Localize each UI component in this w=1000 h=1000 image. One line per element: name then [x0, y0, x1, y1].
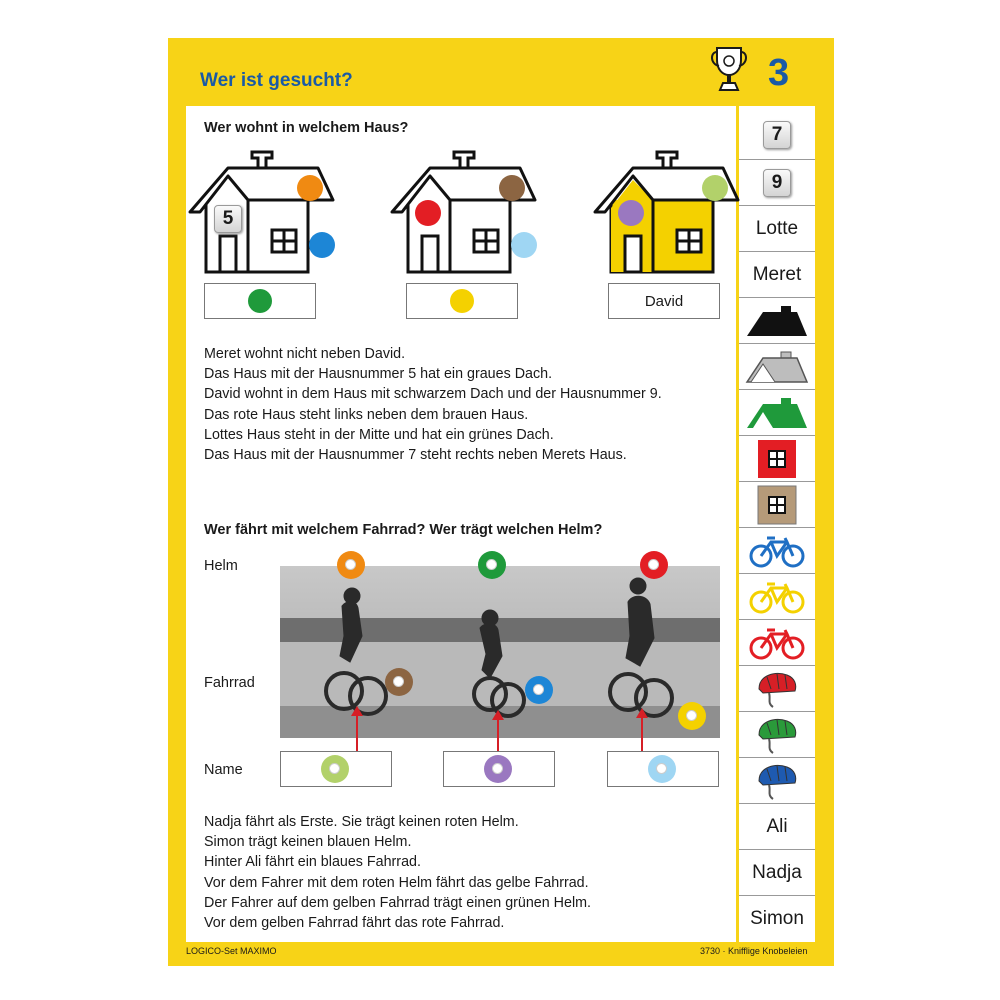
- bike-ring-brown: [385, 668, 413, 696]
- sidebar-tile-blue-bike[interactable]: [739, 528, 815, 574]
- house-2: [390, 150, 540, 280]
- yellow-dot-icon: [450, 289, 474, 313]
- red-house-icon: [757, 439, 797, 479]
- puzzle-number: 3: [768, 52, 790, 94]
- sidebar-tile-7[interactable]: [739, 110, 815, 160]
- bike-ring-yellow: [678, 702, 706, 730]
- sidebar-tile-green-helmet[interactable]: [739, 712, 815, 758]
- sidebar-tile-9[interactable]: [739, 160, 815, 206]
- grey-roof-icon: [745, 350, 809, 384]
- sidebar-tile-ali[interactable]: [739, 804, 815, 850]
- house-number-tile: [214, 205, 242, 233]
- clue: Vor dem Fahrer mit dem roten Helm fährt das gelbe Fahrrad.: [204, 874, 589, 891]
- house-2-name-box[interactable]: [406, 283, 518, 319]
- sidebar-tile-nadja[interactable]: [739, 850, 815, 896]
- clue: Vor dem gelben Fahrrad fährt das rote Fahrrad.: [204, 915, 505, 932]
- section2-title: Wer fährt mit welchem Fahrrad? Wer trägt welchen Helm?: [204, 522, 603, 538]
- sidebar-name: Nadja: [752, 861, 802, 883]
- page-title: Wer ist gesucht?: [200, 70, 353, 91]
- sidebar-tile-red-house[interactable]: [739, 436, 815, 482]
- cyclist-3-name-box[interactable]: [607, 751, 719, 787]
- footer-right: 3730 · Knifflige Knobeleien: [700, 946, 808, 956]
- sidebar-tile-blue-helmet[interactable]: [739, 758, 815, 804]
- name-row-label: Name: [204, 762, 243, 778]
- sidebar-tile-green-roof[interactable]: [739, 390, 815, 436]
- black-roof-icon: [745, 304, 809, 338]
- brown-house-icon: [757, 485, 797, 525]
- section1-clues: [204, 344, 662, 465]
- number-tile: 7: [763, 121, 791, 149]
- sidebar-tile-grey-roof[interactable]: [739, 344, 815, 390]
- arrow-up-icon: [356, 714, 358, 751]
- bike-ring-blue: [525, 676, 553, 704]
- yellow-bike-icon: [749, 580, 805, 614]
- helmet-ring-red: [640, 551, 668, 579]
- cyclist-1-name-box[interactable]: [280, 751, 392, 787]
- section2-clues: [204, 812, 591, 933]
- sidebar-tile-yellow-bike[interactable]: [739, 574, 815, 620]
- blue-bike-icon: [749, 534, 805, 568]
- lime-ring-icon: [321, 755, 349, 783]
- house-3-name: David: [644, 292, 684, 310]
- sidebar-name: Lotte: [755, 217, 799, 239]
- house-number-text: 5: [222, 208, 234, 229]
- clue: Das Haus mit der Hausnummer 7 steht rechts neben Merets Haus.: [204, 447, 627, 464]
- sidebar-tile-lotte[interactable]: [739, 206, 815, 252]
- sidebar-tile-red-bike[interactable]: [739, 620, 815, 666]
- sidebar-tile-brown-house[interactable]: [739, 482, 815, 528]
- section1-title: Wer wohnt in welchem Haus?: [204, 120, 409, 136]
- house-1-name-box[interactable]: [204, 283, 316, 319]
- sidebar-tile-simon[interactable]: [739, 896, 815, 942]
- footer-left: LOGICO-Set MAXIMO: [186, 946, 277, 956]
- helmet-ring-orange: [337, 551, 365, 579]
- clue: Der Fahrer auf dem gelben Fahrrad trägt einen grünen Helm.: [204, 894, 592, 911]
- clue: Das rote Haus steht links neben dem brauen Haus.: [204, 406, 529, 423]
- sidebar-tile-meret[interactable]: [739, 252, 815, 298]
- number-tile: 9: [763, 169, 791, 197]
- arrow-up-icon: [641, 716, 643, 751]
- green-helmet-icon: [755, 715, 799, 755]
- sidebar-tile-black-roof[interactable]: [739, 298, 815, 344]
- house-3: [593, 150, 743, 280]
- sidebar-tile-red-helmet[interactable]: [739, 666, 815, 712]
- cyclist-2-name-box[interactable]: [443, 751, 555, 787]
- trophy-icon: [708, 44, 750, 96]
- sidebar-name: Simon: [750, 908, 804, 929]
- helmet-ring-green: [478, 551, 506, 579]
- clue: David wohnt in dem Haus mit schwarzem Dach und der Hausnummer 9.: [204, 386, 662, 403]
- fahrrad-row-label: Fahrrad: [204, 675, 255, 691]
- clue: Das Haus mit der Hausnummer 5 hat ein graues Dach.: [204, 366, 553, 383]
- purple-ring-icon: [484, 755, 512, 783]
- green-dot-icon: [248, 289, 272, 313]
- blue-helmet-icon: [755, 761, 799, 801]
- clue: Meret wohnt nicht neben David.: [204, 346, 406, 362]
- sidebar-name: Meret: [752, 263, 802, 285]
- light-blue-ring-icon: [648, 755, 676, 783]
- clue: Nadja fährt als Erste. Sie trägt keinen roten Helm.: [204, 814, 519, 830]
- arrow-up-icon: [497, 718, 499, 751]
- green-roof-icon: [745, 396, 809, 430]
- clue: Hinter Ali fährt ein blaues Fahrrad.: [204, 854, 421, 871]
- sidebar-name: Ali: [766, 815, 788, 837]
- house-1: [188, 150, 338, 280]
- red-helmet-icon: [755, 669, 799, 709]
- helm-row-label: Helm: [204, 558, 238, 574]
- clue: Lottes Haus steht in der Mitte und hat ein grünes Dach.: [204, 426, 554, 443]
- red-bike-icon: [749, 626, 805, 660]
- clue: Simon trägt keinen blauen Helm.: [204, 834, 412, 851]
- house-3-name-box[interactable]: [608, 283, 720, 319]
